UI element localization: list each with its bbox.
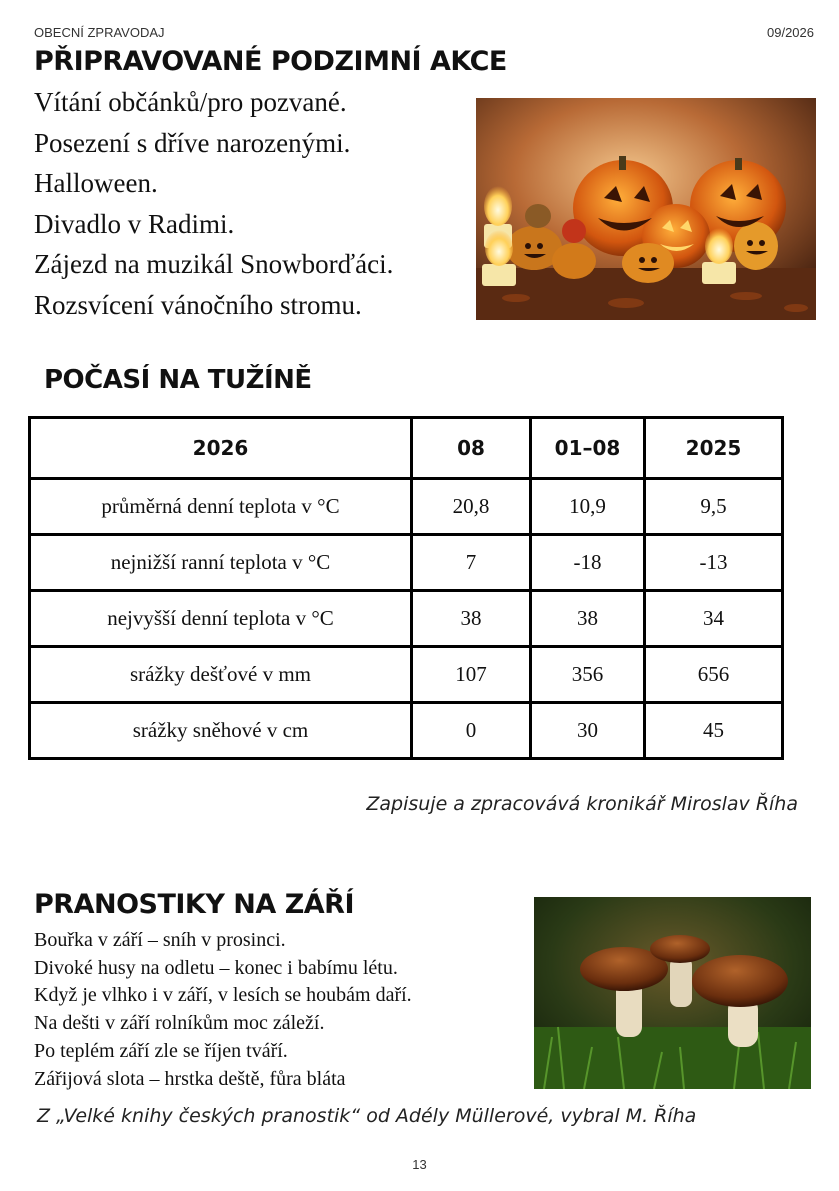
- table-row: [30, 647, 783, 703]
- table-cell: 34: [645, 591, 783, 647]
- weather-title: POČASÍ NA TUŽÍNĚ: [44, 365, 312, 395]
- event-item: Vítání občánků/pro pozvané.: [34, 87, 347, 117]
- table-row: [30, 591, 783, 647]
- halloween-pumpkins-photo: [476, 98, 816, 320]
- row-label: srážky sněhové v cm: [30, 703, 412, 759]
- table-cell: 30: [531, 703, 645, 759]
- table-cell: 20,8: [412, 479, 531, 535]
- events-list: [34, 82, 393, 325]
- row-label: nejnižší ranní teplota v °C: [30, 535, 412, 591]
- table-cell: 10,9: [531, 479, 645, 535]
- page-number: 13: [412, 1157, 427, 1172]
- sayings-title: PRANOSTIKY NA ZÁŘÍ: [34, 889, 355, 920]
- column-header: 2025: [645, 418, 783, 479]
- table-cell: 356: [531, 647, 645, 703]
- table-row: [30, 703, 783, 759]
- table-cell: 38: [412, 591, 531, 647]
- table-cell: 107: [412, 647, 531, 703]
- saying-item: Bouřka v září – sníh v prosinci.: [34, 929, 286, 951]
- column-header: 01–08: [531, 418, 645, 479]
- table-cell: 0: [412, 703, 531, 759]
- table-row: [30, 535, 783, 591]
- weather-table: [28, 416, 784, 760]
- table-cell: 7: [412, 535, 531, 591]
- table-cell: 656: [645, 647, 783, 703]
- saying-item: Po teplém září zle se říjen tváří.: [34, 1039, 288, 1062]
- event-item: Zájezd na muzikál Snowborďáci.: [34, 249, 394, 279]
- weather-credit: Zapisuje a zpracovává kronikář Miroslav Říha: [366, 793, 798, 815]
- event-item: Rozsvícení vánočního stromu.: [34, 289, 362, 320]
- issue-number: 09/2026: [767, 25, 814, 40]
- events-title: PŘIPRAVOVANÉ PODZIMNÍ AKCE: [34, 46, 507, 77]
- saying-item: Když je vlhko i v září, v lesích se houbám daří.: [34, 984, 412, 1007]
- column-header: 2026: [30, 418, 412, 479]
- saying-item: Zářijová slota – hrstka deště, fůra bláta: [34, 1067, 346, 1090]
- event-item: Posezení s dříve narozenými.: [34, 127, 351, 158]
- row-label: srážky dešťové v mm: [30, 647, 412, 703]
- table-header-row: [30, 418, 783, 479]
- event-item: Halloween.: [34, 168, 158, 198]
- row-label: průměrná denní teplota v °C: [30, 479, 412, 535]
- saying-item: Na dešti v září rolníkům moc záleží.: [34, 1012, 325, 1035]
- table-cell: 38: [531, 591, 645, 647]
- table-row: [30, 479, 783, 535]
- sayings-list: [34, 927, 412, 1093]
- sayings-credit: Z „Velké knihy českých pranostik“ od Adély Müllerové, vybral M. Říha: [37, 1105, 697, 1127]
- table-cell: 9,5: [645, 479, 783, 535]
- saying-item: Divoké husy na odletu – konec i babímu létu.: [34, 956, 398, 979]
- table-cell: -13: [645, 535, 783, 591]
- mushrooms-photo: [534, 897, 811, 1089]
- event-item: Divadlo v Radimi.: [34, 208, 235, 239]
- table-cell: -18: [531, 535, 645, 591]
- publication-name: OBECNÍ ZPRAVODAJ: [34, 25, 165, 40]
- row-label: nejvyšší denní teplota v °C: [30, 591, 412, 647]
- column-header: 08: [412, 418, 531, 479]
- table-cell: 45: [645, 703, 783, 759]
